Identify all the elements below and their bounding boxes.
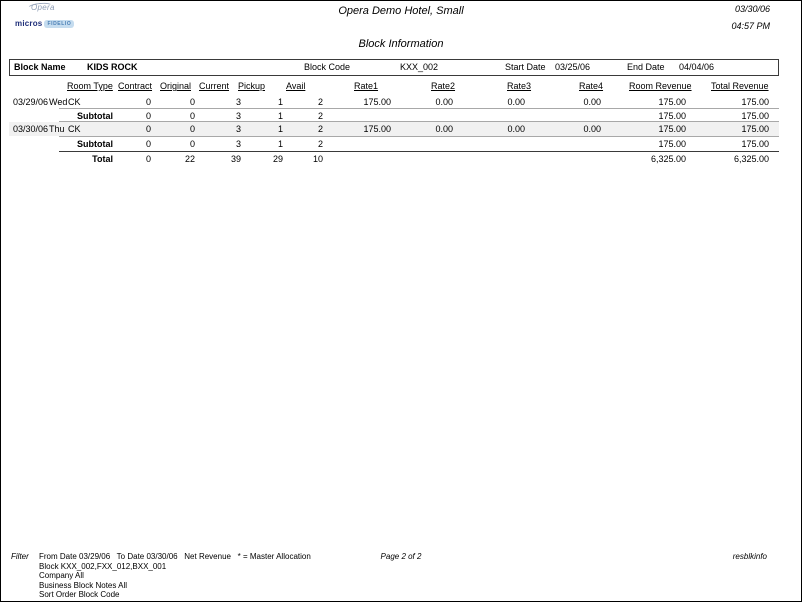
cell-original: 0 <box>189 124 195 134</box>
cell-rate3: 0.00 <box>507 97 525 107</box>
print-time: 04:57 PM <box>731 21 770 31</box>
header-current: Current <box>199 81 230 91</box>
cell-contract: 0 <box>145 111 151 121</box>
page-number: Page 2 of 2 <box>380 552 422 561</box>
cell-room-revenue: 6,325.00 <box>650 154 686 164</box>
cell-current: 3 <box>235 97 241 107</box>
cell-total-revenue: 175.00 <box>741 124 769 134</box>
filter-line-dates: From Date 03/29/06 To Date 03/30/06 Net Revenue * = Master Allocation <box>39 552 311 561</box>
cell-pickup: 29 <box>272 154 283 164</box>
header-room-type: Room Type <box>67 81 113 91</box>
row-divider <box>59 136 779 137</box>
subtotal-row <box>1 110 802 123</box>
header-rate2: Rate2 <box>431 81 456 91</box>
cell-original: 0 <box>189 139 195 149</box>
cell-total-revenue: 175.00 <box>741 111 769 121</box>
cell-pickup: 1 <box>277 97 283 107</box>
total-row <box>1 153 802 166</box>
cell-room-type: CK <box>68 124 81 134</box>
cell-date: 03/29/06 <box>13 97 49 107</box>
cell-avail: 2 <box>317 139 323 149</box>
cell-room-revenue: 175.00 <box>658 111 686 121</box>
cell-room-revenue: 175.00 <box>658 139 686 149</box>
cell-total-label: Total <box>92 154 113 164</box>
block-name-label: Block Name <box>14 62 66 72</box>
cell-subtotal-label: Subtotal <box>77 111 113 121</box>
table-row <box>1 96 802 109</box>
cell-rate1: 175.00 <box>363 124 391 134</box>
micros-logo-text: micros <box>15 19 43 28</box>
filter-line-sort: Sort Order Block Code <box>39 590 120 599</box>
header-rate3: Rate3 <box>507 81 532 91</box>
header-avail: Avail <box>286 81 306 91</box>
cell-current: 39 <box>230 154 241 164</box>
start-date-label: Start Date <box>505 62 546 72</box>
table-row <box>1 123 802 136</box>
report-id: resblkinfo <box>732 552 767 561</box>
header-pickup: Pickup <box>238 81 266 91</box>
cell-contract: 0 <box>145 139 151 149</box>
subtotal-row <box>1 138 802 151</box>
filter-label: Filter <box>11 552 29 561</box>
header-contract: Contract <box>118 81 153 91</box>
cell-original: 22 <box>184 154 195 164</box>
fidelio-logo-badge: FIDELIO <box>44 20 74 28</box>
cell-contract: 0 <box>145 124 151 134</box>
cell-rate3: 0.00 <box>507 124 525 134</box>
cell-room-revenue: 175.00 <box>658 97 686 107</box>
cell-avail: 2 <box>317 111 323 121</box>
cell-total-revenue: 6,325.00 <box>733 154 769 164</box>
cell-rate4: 0.00 <box>583 124 601 134</box>
cell-contract: 0 <box>145 97 151 107</box>
cell-room-type: CK <box>68 97 81 107</box>
cell-current: 3 <box>235 124 241 134</box>
cell-day: Thu <box>49 124 65 134</box>
cell-pickup: 1 <box>277 111 283 121</box>
table-column-headers <box>1 81 802 94</box>
block-code-label: Block Code <box>304 62 351 72</box>
cell-room-revenue: 175.00 <box>658 124 686 134</box>
cell-contract: 0 <box>145 154 151 164</box>
cell-avail: 10 <box>312 154 323 164</box>
filter-line-notes: Business Block Notes All <box>39 580 128 590</box>
start-date-value: 03/25/06 <box>555 62 591 72</box>
cell-rate4: 0.00 <box>583 97 601 107</box>
cell-total-revenue: 175.00 <box>741 97 769 107</box>
cell-avail: 2 <box>317 124 323 134</box>
cell-original: 0 <box>189 111 195 121</box>
end-date-value: 04/04/06 <box>679 62 715 72</box>
hotel-name-title: Opera Demo Hotel, Small <box>338 5 464 17</box>
cell-original: 0 <box>189 97 195 107</box>
cell-avail: 2 <box>317 97 323 107</box>
end-date-label: End Date <box>627 62 665 72</box>
cell-date: 03/30/06 <box>13 124 49 134</box>
block-info-bar <box>9 59 779 76</box>
filter-line-block: Block KXX_002,FXX_012,BXX_001 <box>39 561 167 571</box>
cell-pickup: 1 <box>277 124 283 134</box>
cell-current: 3 <box>235 139 241 149</box>
filter-line-company: Company All <box>39 571 84 580</box>
header-rate4: Rate4 <box>579 81 604 91</box>
cell-pickup: 1 <box>277 139 283 149</box>
cell-current: 3 <box>235 111 241 121</box>
block-code-value: KXX_002 <box>400 62 439 72</box>
header-total-revenue: Total Revenue <box>711 81 769 91</box>
header-room-revenue: Room Revenue <box>629 81 692 91</box>
cell-rate1: 175.00 <box>363 97 391 107</box>
report-title: Block Information <box>358 38 444 50</box>
cell-total-revenue: 175.00 <box>741 139 769 149</box>
cell-rate2: 0.00 <box>435 124 453 134</box>
block-name-value: KIDS ROCK <box>87 62 138 72</box>
opera-logo-text: Opera <box>31 3 55 12</box>
print-date: 03/30/06 <box>734 4 770 14</box>
cell-rate2: 0.00 <box>435 97 453 107</box>
cell-subtotal-label: Subtotal <box>77 139 113 149</box>
total-divider <box>59 151 779 152</box>
header-original: Original <box>160 81 192 91</box>
header-rate1: Rate1 <box>354 81 379 91</box>
cell-day: Wed <box>49 97 68 107</box>
